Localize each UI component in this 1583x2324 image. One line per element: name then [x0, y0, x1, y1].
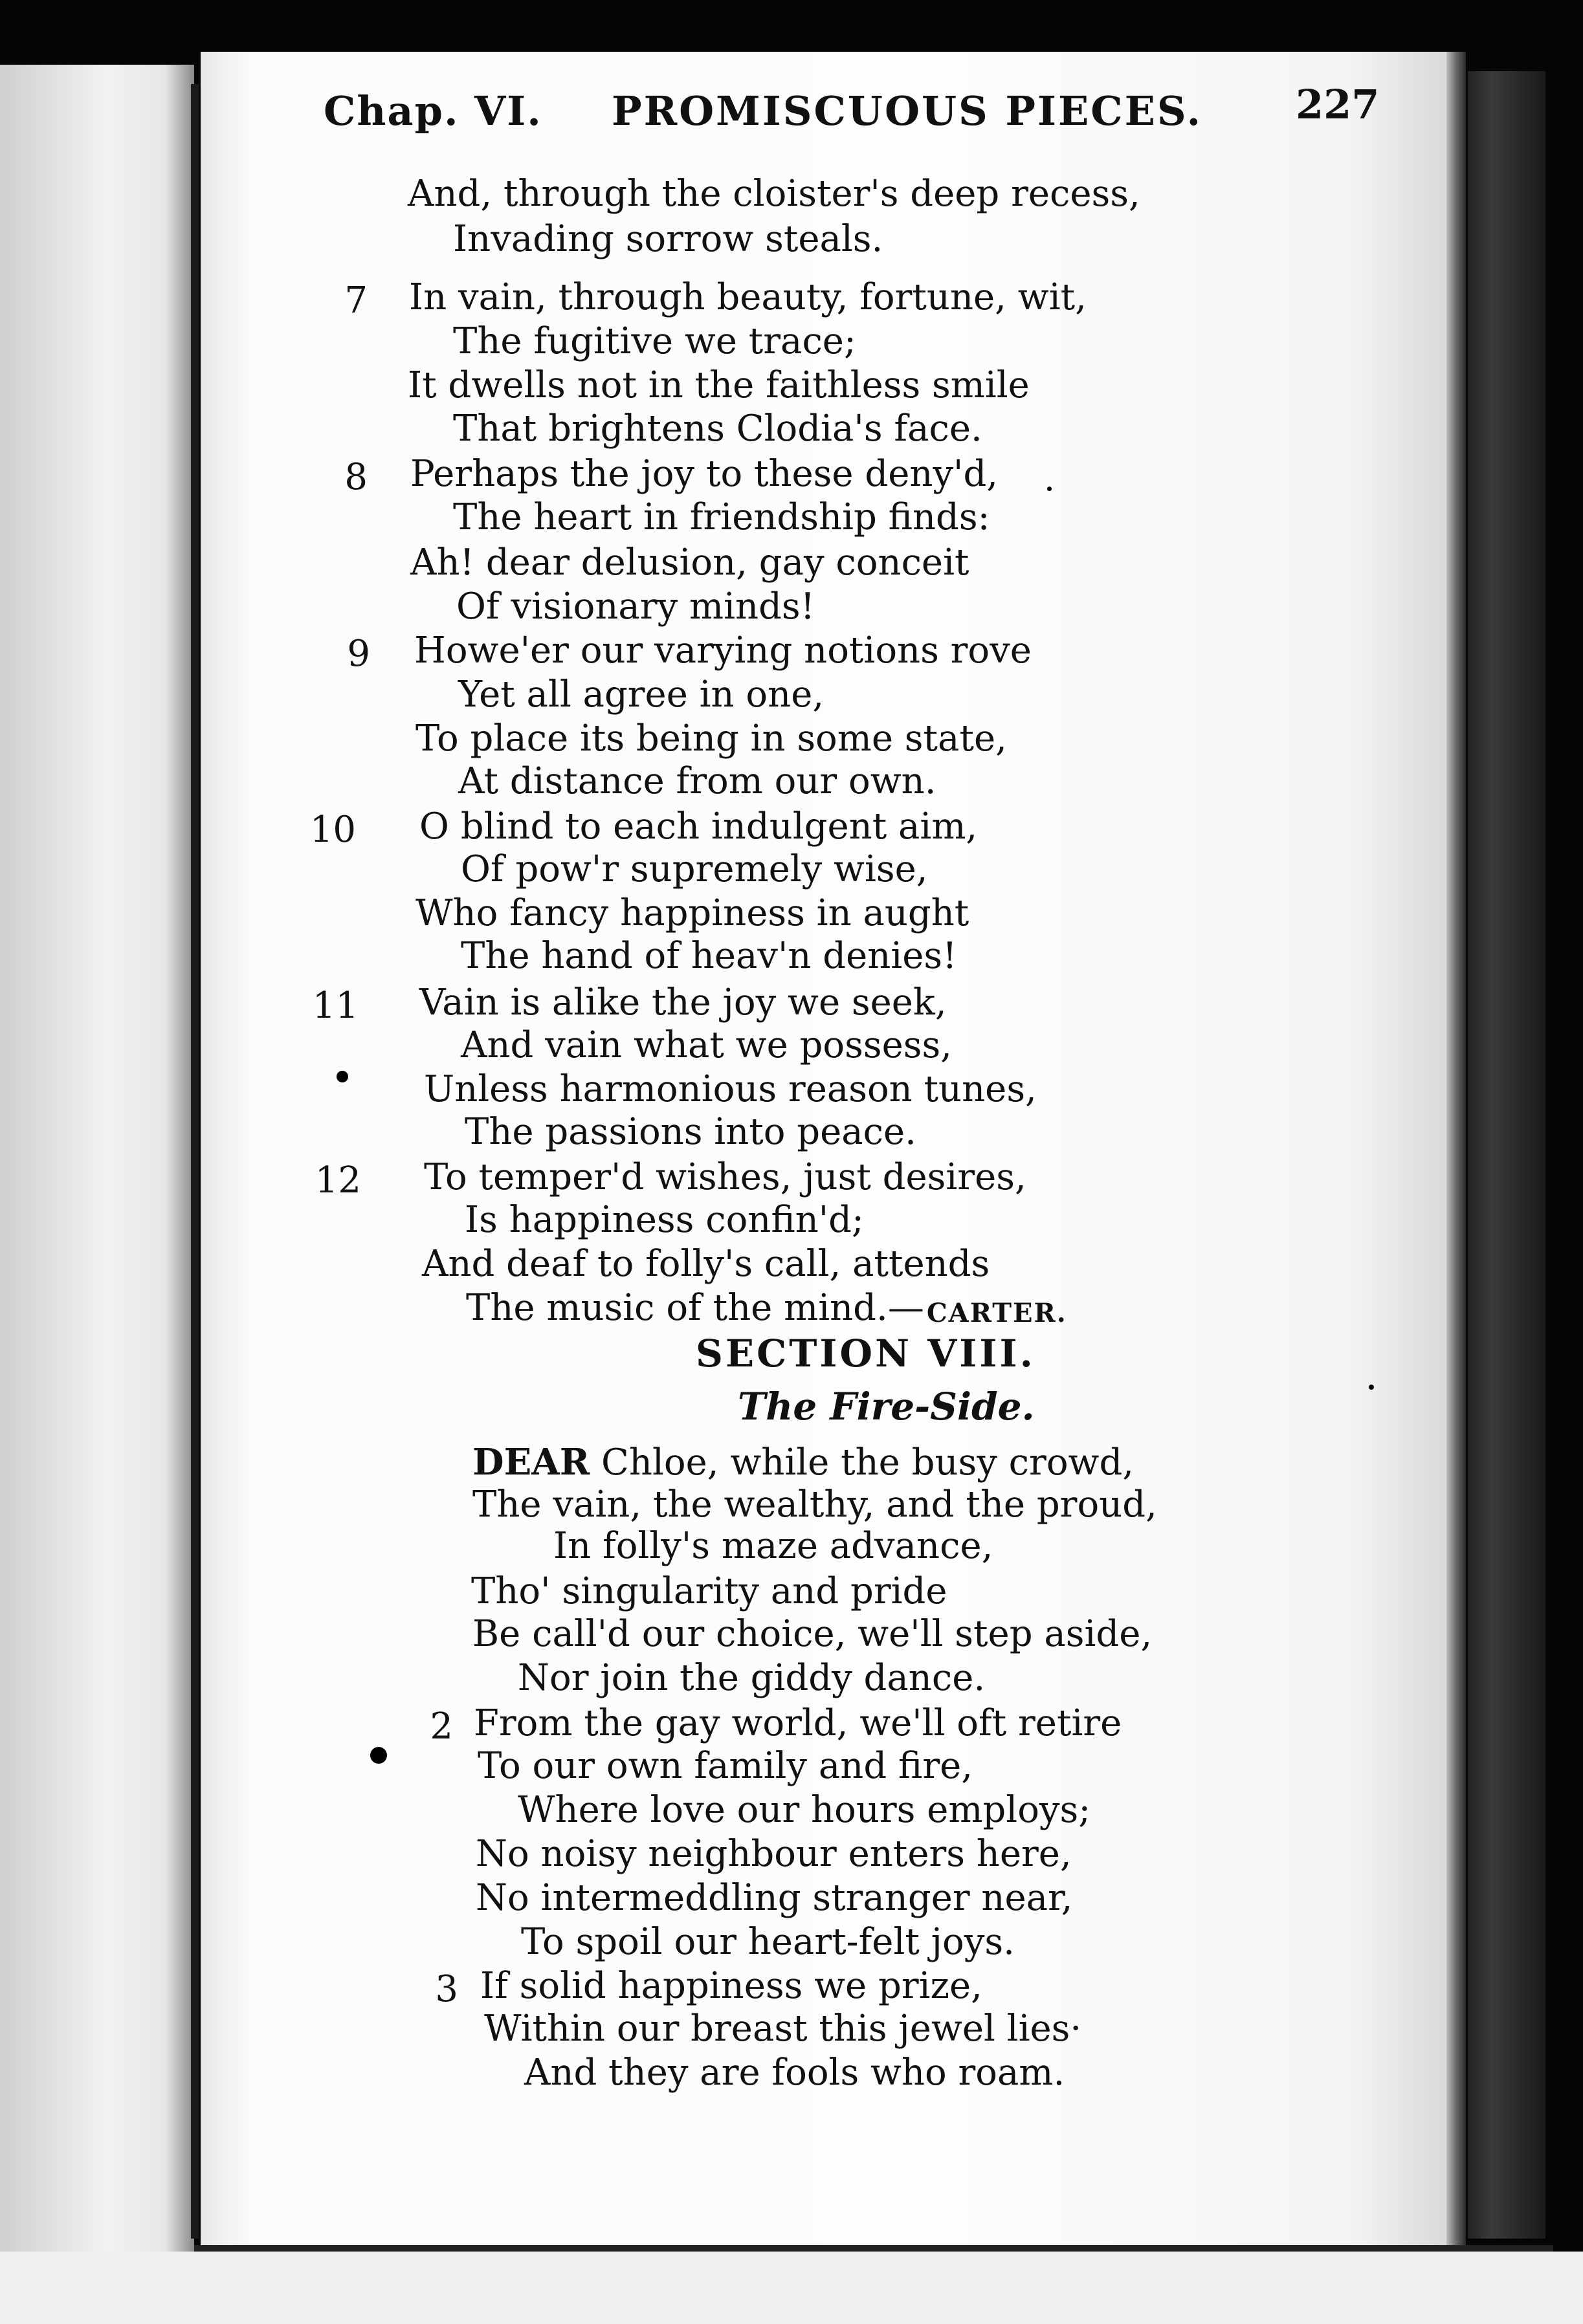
verse-line	[471, 1570, 947, 1612]
verse-line: Who fancy happiness in aught	[415, 892, 969, 934]
verse-text: To our own family and fire,	[478, 1745, 973, 1787]
stanza-number: 9	[347, 633, 370, 675]
verse-line: And, through the cloister's deep recess,	[408, 173, 1140, 215]
opening-word: DEAR	[472, 1441, 590, 1484]
verse-line: Howe'er our varying notions rove	[414, 630, 1032, 672]
verse-text: If solid happiness we prize,	[480, 1965, 982, 2007]
verse-line	[474, 1702, 1122, 1744]
stanza-number: 2	[430, 1705, 453, 1748]
verse-text: Where love our hours employs;	[518, 1789, 1091, 1831]
verse-line: Vain is alike the joy we seek,	[419, 981, 947, 1024]
verse-line: It dwells not in the faithless smile	[408, 364, 1030, 406]
verse-text: No intermeddling stranger near,	[476, 1877, 1073, 1919]
verse-line	[472, 1613, 1153, 1655]
verse-text: Be call'd our choice, we'll step aside,	[472, 1613, 1153, 1655]
running-header-title: PROMISCUOUS PIECES.	[612, 87, 1203, 135]
running-header-chapter: Chap. VI.	[324, 87, 542, 135]
verse-text: No noisy neighbour enters here,	[476, 1833, 1072, 1875]
page-stack-shadow	[1468, 71, 1545, 2239]
verse-line: In vain, through beauty, fortune, wit,	[409, 276, 1087, 318]
verse-line: The music of the mind.—	[466, 1287, 924, 1329]
verse-text: In folly's maze advance,	[553, 1525, 993, 1567]
verse-line: To temper'd wishes, just desires,	[424, 1156, 1026, 1198]
ink-spot	[337, 1071, 348, 1082]
verse-line	[518, 1789, 1091, 1831]
page-fore-edge	[1446, 52, 1466, 2252]
ink-spot	[1369, 1385, 1374, 1390]
verse-line: Yet all agree in one,	[458, 674, 825, 716]
verse-text: Within our breast this jewel lies·	[484, 2008, 1082, 2050]
verse-line: To place its being in some state,	[415, 718, 1007, 760]
verse-line	[524, 2052, 1065, 2094]
verse-line: Of pow'r supremely wise,	[461, 848, 928, 890]
page-number: 227	[1296, 81, 1380, 128]
scan-bottom-margin	[0, 2252, 1583, 2324]
verse-line: O blind to each indulgent aim,	[419, 806, 978, 848]
verse-line	[518, 1657, 986, 1699]
facing-page-edge	[0, 65, 194, 2252]
verse-line	[478, 1745, 973, 1787]
stanza-number: 3	[435, 1968, 458, 2010]
verse-line	[521, 1921, 1015, 1963]
verse-line: Of visionary minds!	[456, 586, 815, 628]
verse-line: At distance from our own.	[458, 760, 936, 802]
verse-line: The heart in friendship finds:	[453, 496, 990, 538]
verse-line	[484, 2008, 1082, 2050]
verse-text: The vain, the wealthy, and the proud,	[472, 1484, 1157, 1526]
ink-spot	[1047, 487, 1052, 491]
stanza-number: 7	[344, 280, 368, 322]
book-gutter	[191, 84, 199, 2239]
verse-text: To spoil our heart-felt joys.	[521, 1921, 1015, 1963]
verse-line: And deaf to folly's call, attends	[422, 1243, 990, 1285]
section-subtitle: The Fire-Side.	[738, 1385, 1035, 1429]
verse-line	[476, 1877, 1073, 1919]
poem-author: CARTER.	[926, 1298, 1067, 1328]
verse-line	[553, 1525, 993, 1567]
verse-text: Chloe, while the busy crowd,	[590, 1442, 1135, 1484]
stanza-number: 10	[309, 809, 356, 851]
section-heading: SECTION VIII.	[696, 1332, 1035, 1376]
verse-line	[472, 1484, 1157, 1526]
stanza-number: 12	[315, 1159, 361, 1201]
verse-line	[472, 1441, 1135, 1484]
verse-line: That brightens Clodia's face.	[453, 408, 982, 450]
ink-spot	[370, 1747, 387, 1764]
verse-line: The fugitive we trace;	[453, 320, 856, 362]
verse-text: Tho' singularity and pride	[471, 1570, 947, 1612]
verse-line: Unless harmonious reason tunes,	[424, 1068, 1037, 1110]
verse-line	[480, 1965, 982, 2007]
verse-line: Perhaps the joy to these deny'd,	[410, 453, 999, 495]
verse-line: Ah! dear delusion, gay conceit	[410, 542, 969, 584]
verse-line: Is happiness confin'd;	[465, 1199, 864, 1241]
verse-line: The passions into peace.	[465, 1111, 916, 1153]
verse-text: And they are fools who roam.	[524, 2052, 1065, 2094]
verse-line: Invading sorrow steals.	[453, 218, 883, 260]
verse-line: The hand of heav'n denies!	[461, 935, 957, 977]
verse-line	[476, 1833, 1072, 1875]
stanza-number: 11	[312, 985, 359, 1027]
verse-text: From the gay world, we'll oft retire	[474, 1702, 1122, 1744]
verse-line: And vain what we possess,	[461, 1024, 952, 1066]
stanza-number: 8	[344, 456, 368, 498]
verse-text: Nor join the giddy dance.	[518, 1657, 986, 1699]
